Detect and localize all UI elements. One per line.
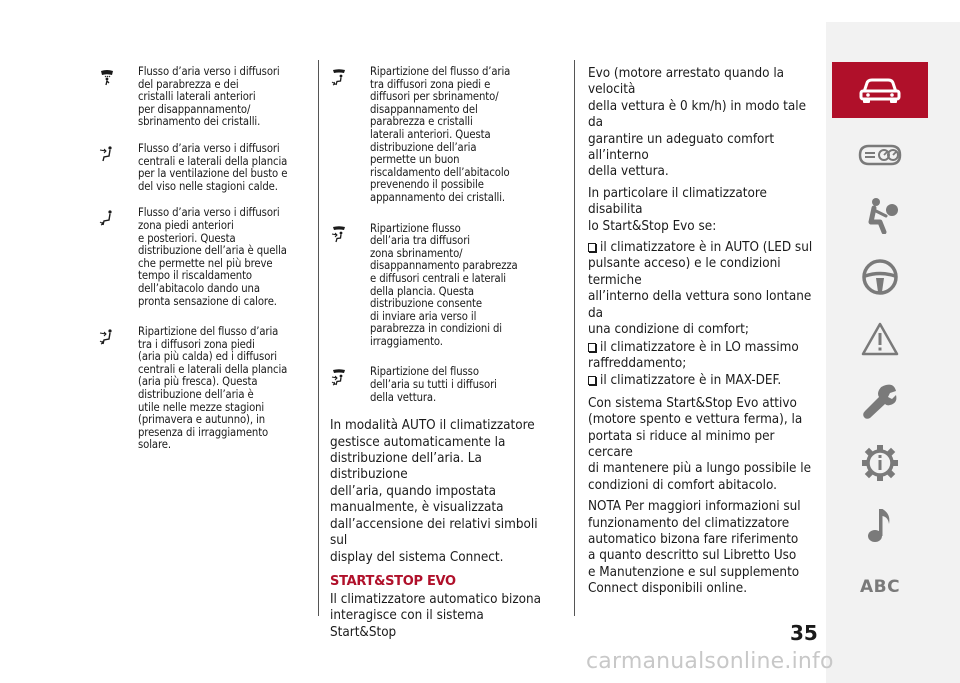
car-icon [858,76,902,104]
watermark: carmanualsonline.info [586,649,834,674]
airflow-windscreen-face-icon [330,223,370,243]
warning-triangle-icon [860,321,900,357]
sidebar-item-emergency[interactable] [832,312,928,366]
paragraph-4: NOTA Per maggiori informazioni sul funzionamento del climatizzatore automatico bizona fare riferimento a quanto descritto sul Libretto Uso e Manutenzione e sul supplemento Connect disponibili online. [588,499,801,597]
sidebar-item-maintenance[interactable] [832,374,928,428]
sidebar-item-safety[interactable] [832,188,928,242]
technical-data-gear-icon [860,443,900,483]
paragraph-2: In particolare il climatizzatore disabilita lo Start&Stop Evo se: [588,185,767,234]
airflow-windscreen-feet-icon [330,66,370,86]
airflow-feet-icon [98,207,138,227]
mode-description: Flusso d’aria verso i diffusori del parabrezza e dei cristalli laterali anteriori per disappannamento/ sbrinamento dei cristalli. [138,65,280,129]
column-divider-1 [318,60,319,616]
bullet-square-icon [588,243,596,252]
mode-face-feet [98,326,298,452]
airbag-seat-icon [860,196,900,234]
airflow-face-feet-icon [98,326,138,346]
music-note-icon [865,506,895,544]
mode-description: Ripartizione del flusso d’aria tra diffusori zona piedi e diffusori per sbrinamento/ disappannamento del parabrezza e cristalli laterali anteriori. Questa distribuzione dell’aria permette un buon riscaldamento dell’abitacolo prevenendo il possibile appannamento dei cristalli. [370,65,511,204]
sidebar-item-starting-driving[interactable] [832,250,928,304]
mode-face [98,143,298,193]
column-3 [588,66,820,603]
dashboard-gauges-icon [857,143,903,167]
bullet-square-icon [588,343,596,352]
sidebar-item-multimedia[interactable] [832,498,928,552]
sidebar-item-technical-data[interactable] [832,436,928,490]
airflow-all-vents-icon [330,366,370,386]
auto-mode-paragraph: In modalità AUTO il climatizzatore gestisce automaticamente la distribuzione dell’aria. La distribuzione dell’aria, quando impostata manualmente, è visualizzata dall’accensione dei relativi simboli sul display del sistema Connect. [330,418,538,565]
mode-all-vents [330,366,550,404]
mode-windscreen-face [330,223,550,349]
steering-wheel-icon [861,258,899,296]
paragraph-1: Evo (motore arrestato quando la velocità della vettura è 0 km/h) in modo tale da garantire un adeguato comfort all’interno della vettura. [588,66,807,180]
bullet-item: il climatizzatore è in LO massimo raffreddamento; [588,339,799,371]
mode-description: Ripartizione del flusso dell’aria su tutti i diffusori della vettura. [370,365,497,404]
column-1 [98,66,298,452]
mode-windscreen-feet [330,66,550,205]
airflow-face-icon [98,143,138,163]
mode-description: Ripartizione flusso dell’aria tra diffusori zona sbrinamento/ disappannamento parabrezza e diffusori centrali e laterali della plancia. Questa distribuzione consente di inviare aria verso il parabrezza in condizioni di irraggiamento. [370,221,518,348]
index-abc-label: ABC [859,577,901,597]
mode-windscreen [98,66,298,129]
sidebar-item-dashboard[interactable] [832,128,928,182]
bullet-item: il climatizzatore è in AUTO (LED sul pulsante acceso) e le condizioni termiche all’interno della vettura sono lontane da una condizione di comfort; [588,240,813,338]
sidebar-item-car[interactable] [832,62,928,118]
mode-description: Flusso d’aria verso i diffusori centrali e laterali della plancia per la ventilazione del busto e del viso nelle stagioni calde. [138,141,288,193]
mode-description: Flusso d’aria verso i diffusori zona piedi anteriori e posteriori. Questa distribuzione dell’aria è quella che permette nel più breve tempo il riscaldamento dell’abitacolo dando una pronta sensazione di calore. [138,206,287,308]
section-heading: START&STOP EVO [330,573,456,589]
column-divider-2 [574,60,575,616]
sidebar-item-index[interactable] [832,560,928,614]
mode-description: Ripartizione del flusso d’aria tra i diffusori zona piedi (aria più calda) ed i diffusori centrali e laterali della plancia (aria più fresca). Questa distribuzione dell’aria è utile nelle mezze stagioni (primavera e autunno), in presenza di irraggiamento solare. [138,325,288,452]
column-2 [330,66,550,641]
paragraph-3: Con sistema Start&Stop Evo attivo (motore spento e vettura ferma), la portata si riduce al minimo per cercare di mantenere più a lungo possibile le condizioni di comfort abitacolo. [588,395,812,493]
startstop-paragraph: Il climatizzatore automatico bizona interagisce con il sistema Start&Stop [330,591,542,640]
mode-feet [98,207,298,308]
page-number: 35 [790,621,818,645]
bullet-item: il climatizzatore è in MAX-DEF. [588,373,820,389]
bullet-square-icon [588,376,596,385]
airflow-windscreen-icon [98,66,138,86]
wrench-icon [860,381,900,421]
